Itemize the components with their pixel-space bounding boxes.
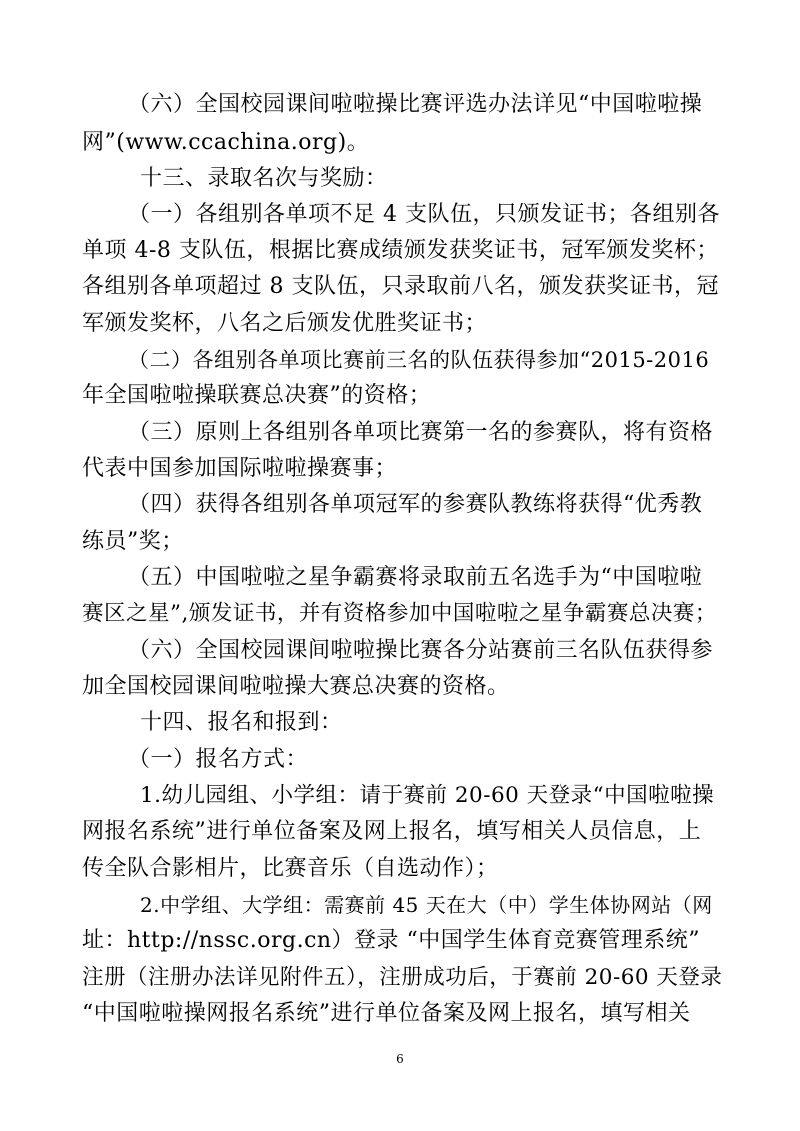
text-line: （六）全国校园课间啦啦操比赛各分站赛前三名队伍获得参: [128, 638, 714, 663]
text-line: “中国啦啦操网报名系统”进行单位备案及网上报名，填写相关: [82, 1001, 691, 1026]
text-line: 2.中学组、大学组：需赛前 45 天在大（中）学生体协网站（网: [140, 893, 713, 917]
text-line: 网”(www.ccachina.org)。: [82, 130, 370, 155]
text-line: 单项 4-8 支队伍，根据比赛成绩颁发获奖证书，冠军颁发奖杯；: [82, 238, 719, 263]
text-line: （六）全国校园课间啦啦操比赛评选办法详见“中国啦啦操: [128, 92, 703, 117]
text-line: 练员”奖；: [82, 529, 184, 554]
text-line: 赛区之星”,颁发证书，并有资格参加中国啦啦之星争霸赛总决赛；: [82, 601, 717, 626]
text-line: 代表中国参加国际啦啦操赛事；: [82, 456, 398, 481]
text-line: 址：http://nssc.org.cn）登录 “中国学生体育竞赛管理系统”: [82, 928, 701, 953]
text-line: 年全国啦啦操联赛总决赛”的资格；: [82, 383, 432, 408]
text-line: 传全队合影相片，比赛音乐（自选动作）；: [82, 856, 499, 881]
text-line: 1.幼儿园组、小学组：请于赛前 20-60 天登录“中国啦啦操: [140, 783, 715, 808]
text-line: （四）获得各组别各单项冠军的参赛队教练将获得“优秀教: [128, 492, 703, 517]
section-heading-14: 十四、报名和报到：: [140, 710, 343, 735]
text-line: 加全国校园课间啦啦操大赛总决赛的资格。: [82, 674, 510, 699]
text-line: 军颁发奖杯，八名之后颁发优胜奖证书；: [82, 311, 488, 336]
text-line: 网报名系统”进行单位备案及网上报名，填写相关人员信息，上: [82, 819, 702, 844]
text-line: （五）中国啦啦之星争霸赛将录取前五名选手为“中国啦啦: [128, 565, 703, 590]
text-line: （一）各组别各单项不足 4 支队伍，只颁发证书；各组别各: [128, 202, 720, 227]
text-line: （二）各组别各单项比赛前三名的队伍获得参加“2015-2016: [128, 348, 710, 372]
text-line: 注册（注册办法详见附件五），注册成功后，于赛前 20-60 天登录: [82, 965, 723, 990]
subsection-heading: （一）报名方式：: [128, 747, 309, 772]
text-line: 各组别各单项超过 8 支队伍，只录取前八名，颁发获奖证书，冠: [82, 274, 719, 299]
section-heading-13: 十三、录取名次与奖励：: [140, 166, 388, 191]
text-line: （三）原则上各组别各单项比赛第一名的参赛队，将有资格: [128, 420, 714, 445]
page-number: 6: [396, 1052, 404, 1066]
